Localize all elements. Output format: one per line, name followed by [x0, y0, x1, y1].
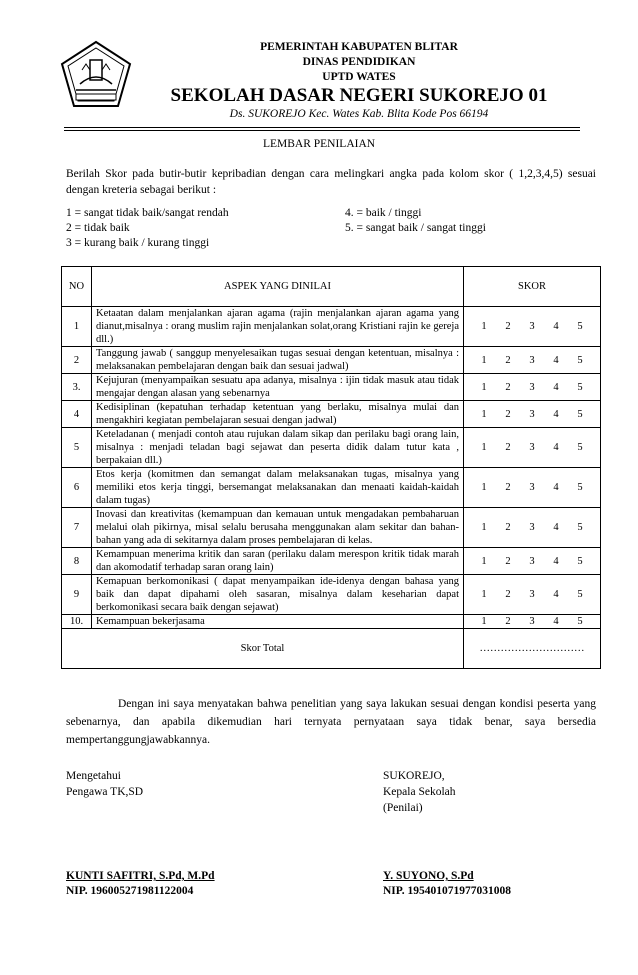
score-option-5[interactable]: 5: [577, 555, 583, 567]
score-option-3[interactable]: 3: [529, 482, 535, 493]
score-option-2[interactable]: 2: [505, 522, 511, 533]
aspect-text: Ketaatan dalam menjalankan ajaran agama (rajin menjalankan ajaran agama yang dianut,misalnya : orang muslim rajin menjalankan solat,orang Kristiani rajin ke gereja dll.): [92, 307, 464, 347]
score-option-1[interactable]: 1: [481, 321, 487, 332]
score-option-2[interactable]: 2: [505, 555, 511, 567]
score-option-5[interactable]: 5: [577, 616, 583, 627]
score-option-2[interactable]: 2: [505, 354, 511, 366]
score-options: [464, 374, 601, 401]
sig-right-nip: NIP. 195401071977031008: [383, 885, 511, 897]
sig-left-name: KUNTI SAFITRI, S.Pd, M.Pd: [66, 870, 215, 882]
aspect-text: Kemapuan berkomonikasi ( dapat menyampaikan ide-idenya dengan bahasa yang baik dan dapat dipahami oleh sasaran, misalnya dalam keseharian dapat berkomonikasi secara baik dengan sejawat): [92, 575, 464, 615]
criteria-1: 1 = sangat tidak baik/sangat rendah: [66, 207, 229, 219]
aspect-text: Kedisiplinan (kepatuhan terhadap ketentuan yang berlaku, misalnya mulai dan mengakhiri kegiatan pembelajaran sesuai dengan jadwal): [92, 401, 464, 428]
score-option-3[interactable]: 3: [529, 381, 535, 393]
score-option-5[interactable]: 5: [577, 522, 583, 533]
aspect-text: Inovasi dan kreativitas (kemampuan dan kemauan untuk mengadakan pembaharuan melalui olah pikirnya, misal selalu berusaha menggunakan alam sekitar dan bahan-bahan yang ada di sekitarnya dalam proses pembelajaran di kelas.: [92, 508, 464, 548]
score-option-4[interactable]: 4: [553, 589, 559, 600]
table-row: [62, 468, 601, 508]
table-row: [62, 347, 601, 374]
score-option-1[interactable]: 1: [481, 589, 487, 600]
score-option-1[interactable]: 1: [481, 442, 487, 453]
row-number: 7: [62, 508, 92, 548]
score-options: [464, 468, 601, 508]
score-option-2[interactable]: 2: [505, 482, 511, 493]
total-value[interactable]: …………………………: [464, 629, 601, 669]
score-option-5[interactable]: 5: [577, 589, 583, 600]
sig-right-role-2: (Penilai): [383, 802, 423, 814]
score-option-5[interactable]: 5: [577, 482, 583, 493]
score-option-2[interactable]: 2: [505, 442, 511, 453]
total-row: [62, 629, 601, 669]
row-number: 3.: [62, 374, 92, 401]
school-address: Ds. SUKOREJO Kec. Wates Kab. Blita Kode Pos 66194: [229, 108, 489, 120]
score-options: [464, 548, 601, 575]
score-option-2[interactable]: 2: [505, 616, 511, 627]
score-option-4[interactable]: 4: [553, 321, 559, 332]
aspect-text: Kemampuan bekerjasama: [92, 615, 464, 629]
score-option-4[interactable]: 4: [553, 408, 559, 420]
table-row: [62, 548, 601, 575]
score-options: [464, 307, 601, 347]
row-number: 1: [62, 307, 92, 347]
table-row: [62, 307, 601, 347]
score-option-2[interactable]: 2: [505, 321, 511, 332]
assessment-table: [61, 266, 601, 669]
row-number: 2: [62, 347, 92, 374]
score-option-4[interactable]: 4: [553, 354, 559, 366]
criteria-4: 4. = baik / tinggi: [345, 207, 422, 219]
total-label: Skor Total: [62, 629, 464, 669]
score-option-2[interactable]: 2: [505, 408, 511, 420]
score-option-3[interactable]: 3: [529, 522, 535, 533]
sig-left-label-1: Mengetahui: [66, 770, 121, 782]
score-options: [464, 508, 601, 548]
school-name: SEKOLAH DASAR NEGERI SUKOREJO 01: [170, 85, 548, 106]
instruction-text: Berilah Skor pada butir-butir kepribadian dengan cara melingkari angka pada kolom skor ( 1,2,3,4,5) sesuai dengan kreteria sebagai berikut :: [66, 168, 596, 196]
score-option-5[interactable]: 5: [577, 442, 583, 453]
score-option-3[interactable]: 3: [529, 555, 535, 567]
sig-left-label-2: Pengawa TK,SD: [66, 786, 144, 798]
table-row: [62, 401, 601, 428]
header-uptd: UPTD WATES: [322, 71, 396, 83]
score-option-1[interactable]: 1: [481, 482, 487, 493]
score-option-4[interactable]: 4: [553, 616, 559, 627]
header-government: PEMERINTAH KABUPATEN BLITAR: [260, 41, 458, 53]
sig-right-name: Y. SUYONO, S.Pd: [383, 870, 474, 882]
header-department: DINAS PENDIDIKAN: [302, 56, 416, 68]
score-option-3[interactable]: 3: [529, 616, 535, 627]
row-number: 6: [62, 468, 92, 508]
score-option-4[interactable]: 4: [553, 482, 559, 493]
header-divider-thin: [64, 130, 580, 131]
score-option-1[interactable]: 1: [481, 354, 487, 366]
sig-right-place: SUKOREJO,: [383, 770, 445, 782]
score-option-3[interactable]: 3: [529, 589, 535, 600]
score-option-1[interactable]: 1: [481, 381, 487, 393]
aspect-text: Etos kerja (komitmen dan semangat dalam melaksanakan tugas, misalnya yang memiliki etos kerja tinggi, bersemangat melaksanakan dan menaati kaidah-kaidah dalam tugas): [92, 468, 464, 508]
score-option-1[interactable]: 1: [481, 522, 487, 533]
aspect-text: Kemampuan menerima kritik dan saran (perilaku dalam merespon kritik tidak marah dan akomodatif terhadap saran orang lain): [92, 548, 464, 575]
score-option-5[interactable]: 5: [577, 321, 583, 332]
score-option-4[interactable]: 4: [553, 381, 559, 393]
score-option-4[interactable]: 4: [553, 442, 559, 453]
score-options: [464, 347, 601, 374]
col-header-score: SKOR: [464, 267, 601, 307]
aspect-text: Kejujuran (menyampaikan sesuatu apa adanya, misalnya : ijin tidak masuk atau tidak mengajar dengan alasan yang sebenarnya: [92, 374, 464, 401]
row-number: 9: [62, 575, 92, 615]
score-option-1[interactable]: 1: [481, 408, 487, 420]
statement-text: Dengan ini saya menyatakan bahwa penelitian yang saya lakukan sesuai dengan kondisi peserta yang sebenarnya, dan apabila dikemudian hari ternyata pernyataan saya tidak benar, saya bersedia mempertanggungjawabkannya.: [66, 698, 596, 746]
table-row: [62, 508, 601, 548]
form-title: LEMBAR PENILAIAN: [262, 138, 376, 150]
row-number: 8: [62, 548, 92, 575]
sig-right-role: Kepala Sekolah: [383, 786, 456, 798]
row-number: 4: [62, 401, 92, 428]
header-divider: [64, 127, 580, 128]
table-row: [62, 374, 601, 401]
criteria-3: 3 = kurang baik / kurang tinggi: [66, 237, 210, 249]
table-row: [62, 575, 601, 615]
aspect-text: Keteladanan ( menjadi contoh atau rujukan dalam sikap dan perilaku bagi orang lain, misalnya : menjadi teladan bagi sejawat dan peserta didik dalam tutur kata , berpakaian dll.): [92, 428, 464, 468]
sig-left-nip: NIP. 196005271981122004: [66, 885, 194, 897]
score-option-5[interactable]: 5: [577, 408, 583, 420]
score-options: [464, 401, 601, 428]
score-option-1[interactable]: 1: [481, 616, 487, 627]
aspect-text: Tanggung jawab ( sanggup menyelesaikan tugas sesuai dengan ketentuan, misalnya : melaksanakan pembelajaran dengan baik dan sesuai jadwal): [92, 347, 464, 374]
score-option-4[interactable]: 4: [553, 522, 559, 533]
score-option-5[interactable]: 5: [577, 381, 583, 393]
col-header-no: NO: [62, 267, 92, 307]
score-option-3[interactable]: 3: [529, 321, 535, 332]
row-number: 10.: [62, 615, 92, 629]
score-options: [464, 575, 601, 615]
table-row: [62, 428, 601, 468]
score-option-3[interactable]: 3: [529, 354, 535, 366]
score-option-4[interactable]: 4: [553, 555, 559, 567]
score-option-2[interactable]: 2: [505, 381, 511, 393]
criteria-2: 2 = tidak baik: [66, 222, 130, 234]
criteria-5: 5. = sangat baik / sangat tinggi: [345, 222, 486, 234]
table-row: [62, 615, 601, 629]
score-option-1[interactable]: 1: [481, 555, 487, 567]
score-option-3[interactable]: 3: [529, 408, 535, 420]
col-header-aspect: ASPEK YANG DINILAI: [92, 267, 464, 307]
score-options: [464, 428, 601, 468]
score-option-3[interactable]: 3: [529, 442, 535, 453]
score-option-2[interactable]: 2: [505, 589, 511, 600]
score-option-5[interactable]: 5: [577, 354, 583, 366]
score-options: [464, 615, 601, 629]
table-header-row: [62, 267, 601, 307]
row-number: 5: [62, 428, 92, 468]
